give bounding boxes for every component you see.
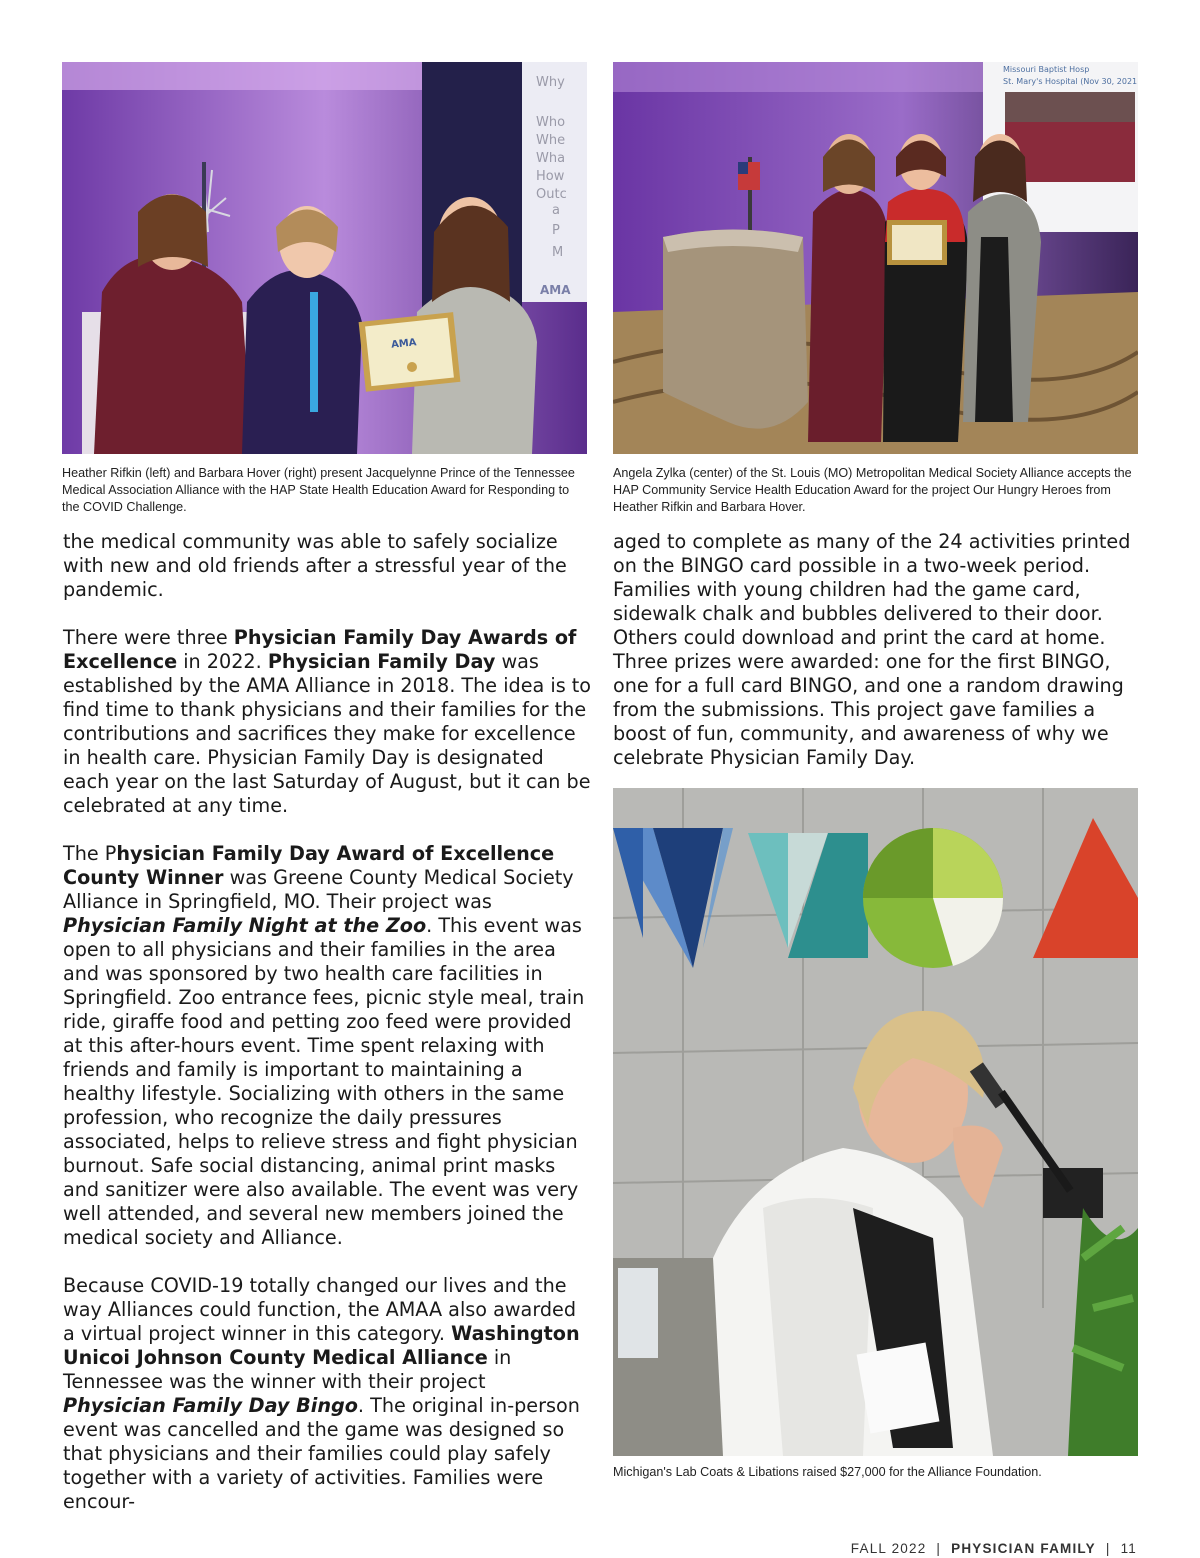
slide-line: M — [552, 245, 564, 260]
page-number: 11 — [1120, 1541, 1137, 1556]
article-left-column — [63, 530, 593, 1514]
text-run: was Greene County Medical Society Alliance in Springfield, MO. Their project was — [63, 866, 574, 913]
text-bold: Physician Family Day Awards of Excellence — [63, 626, 577, 673]
paragraph — [63, 842, 593, 1250]
text-run: The P — [63, 842, 117, 865]
paragraph: the medical community was able to safely socialize with new and old friends after a stressful year of the pandemic. — [63, 530, 567, 601]
text-bold-italic: Physician Family Day Bingo — [63, 1394, 358, 1417]
paragraph — [63, 626, 593, 818]
photo-caption: Angela Zylka (center) of the St. Louis (MO) Metropolitan Medical Society Alliance accepts the HAP Community Service Health Education Award for the project Our Hungry Heroes from Heather Rifkin and Barbara Hover. — [613, 466, 1132, 514]
photo-caption: Heather Rifkin (left) and Barbara Hover (right) present Jacquelynne Prince of the Tennessee Medical Association Alliance with the HAP State Health Education Award for Responding to the COVID Challenge. — [62, 466, 575, 514]
issue-date: FALL 2022 — [850, 1541, 927, 1556]
text-run: . The original in-person event was cancelled and the game was designed so that physicians and their families could play safely together with a variety of activities. Families were encour- — [63, 1394, 580, 1513]
slide-line: a — [552, 203, 560, 218]
photo-award-tennessee — [62, 62, 587, 454]
text-run: in Tennessee was the winner with their project — [63, 1346, 512, 1393]
slide-logo: AMA — [540, 283, 571, 297]
photo-award-st-louis — [613, 62, 1138, 454]
text-run: Because COVID-19 totally changed our lives and the way Alliances could function, the AMAA also awarded a virtual project winner in this category. — [63, 1274, 577, 1345]
page-footer — [851, 1541, 1137, 1556]
footer-separator: | — [936, 1541, 942, 1556]
certificate-logo: AMA — [390, 337, 418, 351]
text-run: . This event was open to all physicians and their families in the area and was sponsored by two health care facilities in Springfield. Zoo entrance fees, picnic style meal, train ride, giraffe food and petting zoo feed were provided at this after-hours event. Time spent relaxing with friends and family is important to maintaining a healthy lifestyle. Socializing with others in the same profession, who recognize the daily pressures associated, helps to relieve stress and fight physician burnout. Safe social distancing, animal print masks and sanitizer were also available. The event was very well attended, and several new members joined the medical society and Alliance. — [63, 914, 585, 1249]
publication-name: PHYSICIAN FAMILY — [951, 1541, 1096, 1556]
screen-title: Missouri Baptist Hosp — [1003, 65, 1090, 74]
text-run: was established by the AMA Alliance in 2018. The idea is to find time to thank physicians and their families for the contributions and sacrifices they make for excellence in health care. Physician Family Day is designated each year on the last Saturday of August, but it can be celebrated at any time. — [63, 650, 592, 817]
text-run: in 2022. — [177, 650, 268, 673]
text-bold-italic: Physician Family Night at the Zoo — [63, 914, 427, 937]
slide-line: P — [552, 223, 560, 238]
text-bold: Physician Family Day — [267, 650, 496, 673]
photo-caption: Michigan's Lab Coats & Libations raised $27,000 for the Alliance Foundation. — [613, 1465, 1042, 1479]
text-run: There were three — [63, 626, 234, 649]
slide-line: Whe — [536, 133, 566, 148]
screen-title: St. Mary's Hospital (Nov 30, 2021 — [1003, 77, 1138, 86]
paragraph: aged to complete as many of the 24 activities printed on the BINGO card possible in a two-week period. Families with young children had the game card, sidewalk chalk and bubbles delivered to their door. Others could download and print the card at home. Three prizes were awarded: one for the first BINGO, one for a full card BINGO, and one a random drawing from the submissions. This project gave families a boost of fun, community, and awareness of why we celebrate Physician Family Day. — [613, 530, 1131, 769]
text-bold: Washington Unicoi Johnson County Medical Alliance — [63, 1322, 580, 1369]
slide-line: How — [536, 169, 565, 184]
slide-line: Outc — [536, 187, 567, 202]
slide-line: Wha — [536, 151, 566, 166]
article-right-column — [613, 530, 1143, 770]
footer-separator: | — [1105, 1541, 1111, 1556]
photo-lab-coats — [613, 788, 1138, 1456]
paragraph — [63, 1274, 593, 1514]
slide-line: Why — [536, 75, 565, 90]
text-bold: hysician Family Day Award of Excellence County Winner — [63, 842, 555, 889]
slide-line: Who — [536, 115, 566, 130]
